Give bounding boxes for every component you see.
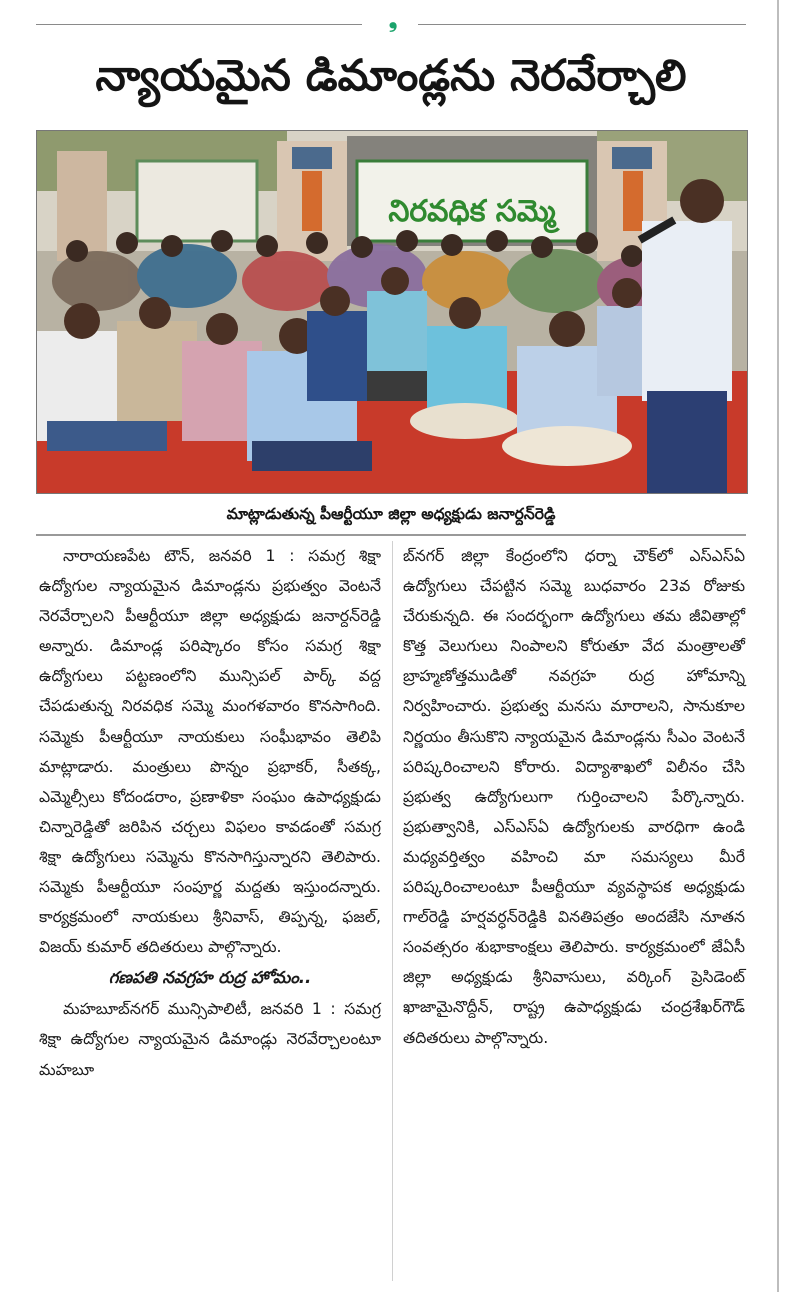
- left-paragraph-2: మహబూబ్‌నగర్ మున్సిపాలిటీ, జనవరి 1 : సమగ్ర శిక్షా ఉద్యోగుల న్యాయమైన డిమాండ్లు నెరవేర్చాలంటూ మహబూ: [39, 999, 381, 1079]
- right-paragraph-1: బ్‌నగర్ జిల్లా కేంద్రంలోని ధర్నా చౌక్‌లో ఎస్‌ఎస్‌ఏ ఉద్యోగులు చేపట్టిన సమ్మె బుధవారం 23వ రోజుకు చేరుకున్నది. ఈ సందర్భంగా ఉద్యోగులు తమ జీవితాల్లో కొత్త వెలుగులు నింపాలని కోరుతూ వేద మంత్రాలతో బ్రాహ్మణోత్తముడితో నవగ్రహ రుద్ర హోమాన్ని నిర్వహించారు. ప్రభుత్వ మనసు మారాలని, సానుకూల నిర్ణయం తీసుకొని న్యాయమైన డిమాండ్లను సీఎం వెంటనే పరిష్కరించాలని కోరారు. విద్యాశాఖలో విలీనం చేసి ప్రభుత్వ ఉద్యోగులుగా గుర్తించాలని పేర్కొన్నారు. ప్రభుత్వానికి, ఎస్‌ఎస్‌ఏ ఉద్యోగులకు వారధిగా ఉండి మధ్యవర్తిత్వం వహించి మా సమస్యలు మీరే పరిష్కరించాలంటూ పీఆర్టీయూ వ్యవస్థాపక అధ్యక్షుడు గాల్‌రెడ్డి హర్షవర్ధన్‌రెడ్డికి వినతిపత్రం అందజేసి నూతన సంవత్సరం శుభాకాంక్షలు తెలిపారు. కార్యక్రమంలో జేఏసీ జిల్లా అధ్యక్షుడు శ్రీనివాసులు, వర్కింగ్ ప్రెసిడెంట్ ఖాజామైనొద్దీన్, రాష్ట్ర ఉపాధ్యక్షుడు చంద్రశేఖర్‌గౌడ్ తదితరులు పాల్గొన్నారు.: [403, 546, 745, 1047]
- left-paragraph-1: నారాయణపేట టౌన్, జనవరి 1 : సమగ్ర శిక్షా ఉద్యోగుల న్యాయమైన డిమాండ్లను ప్రభుత్వం వెంటనే నెరవేర్చాలని పీఆర్టీయూ జిల్లా అధ్యక్షుడు జనార్దన్‌రెడ్డి అన్నారు. డిమాండ్ల పరిష్కారం కోసం సమగ్ర శిక్షా ఉద్యోగులు పట్టణంలోని మున్సిపల్ పార్క్ వద్ద చేపడుతున్న నిరవధిక సమ్మె మంగళవారం కొనసాగింది. సమ్మెకు పీఆర్టీయూ నాయకులు సంఘీభావం తెలిపి మాట్లాడారు. మంత్రులు పొన్నం ప్రభాకర్, సీతక్క, ఎమ్మెల్సీలు కోదండరాం, ప్రణాళికా సంఘం ఉపాధ్యక్షుడు చిన్నారెడ్డితో జరిపిన చర్చలు విఫలం కావడంతో సమగ్ర శిక్షా ఉద్యోగులు సమ్మెను కొనసాగిస్తున్నారని తెలిపారు. సమ్మెకు పీఆర్టీయూ సంపూర్ణ మద్దతు ఇస్తుందన్నారు. కార్యక్రమంలో నాయకులు శ్రీనివాస్, తిప్పన్న, ఫజల్, విజయ్ కుమార్ తదితరులు పాల్గొన్నారు.: [39, 546, 381, 957]
- article-photo: [36, 130, 748, 494]
- article-subheading: గణపతి నవగ్రహ రుద్ర హోమం..: [108, 968, 312, 988]
- article-headline: న్యాయమైన డిమాండ్లను నెరవేర్చాలి: [95, 51, 687, 101]
- top-rule-right: [418, 24, 746, 25]
- article-column-left: [39, 541, 381, 1085]
- newspaper-logo-icon: ❟: [388, 8, 398, 33]
- top-rule-left: [36, 24, 362, 25]
- photo-caption: మాట్లాడుతున్న పీఆర్టీయూ జిల్లా అధ్యక్షుడు జనార్దన్‌రెడ్డి: [36, 494, 746, 536]
- article-column-right: [403, 541, 745, 1053]
- page-gutter-line: [777, 0, 779, 1292]
- column-divider: [392, 541, 393, 1281]
- photo-banner-text: నిరవధిక సమ్మె: [388, 194, 556, 229]
